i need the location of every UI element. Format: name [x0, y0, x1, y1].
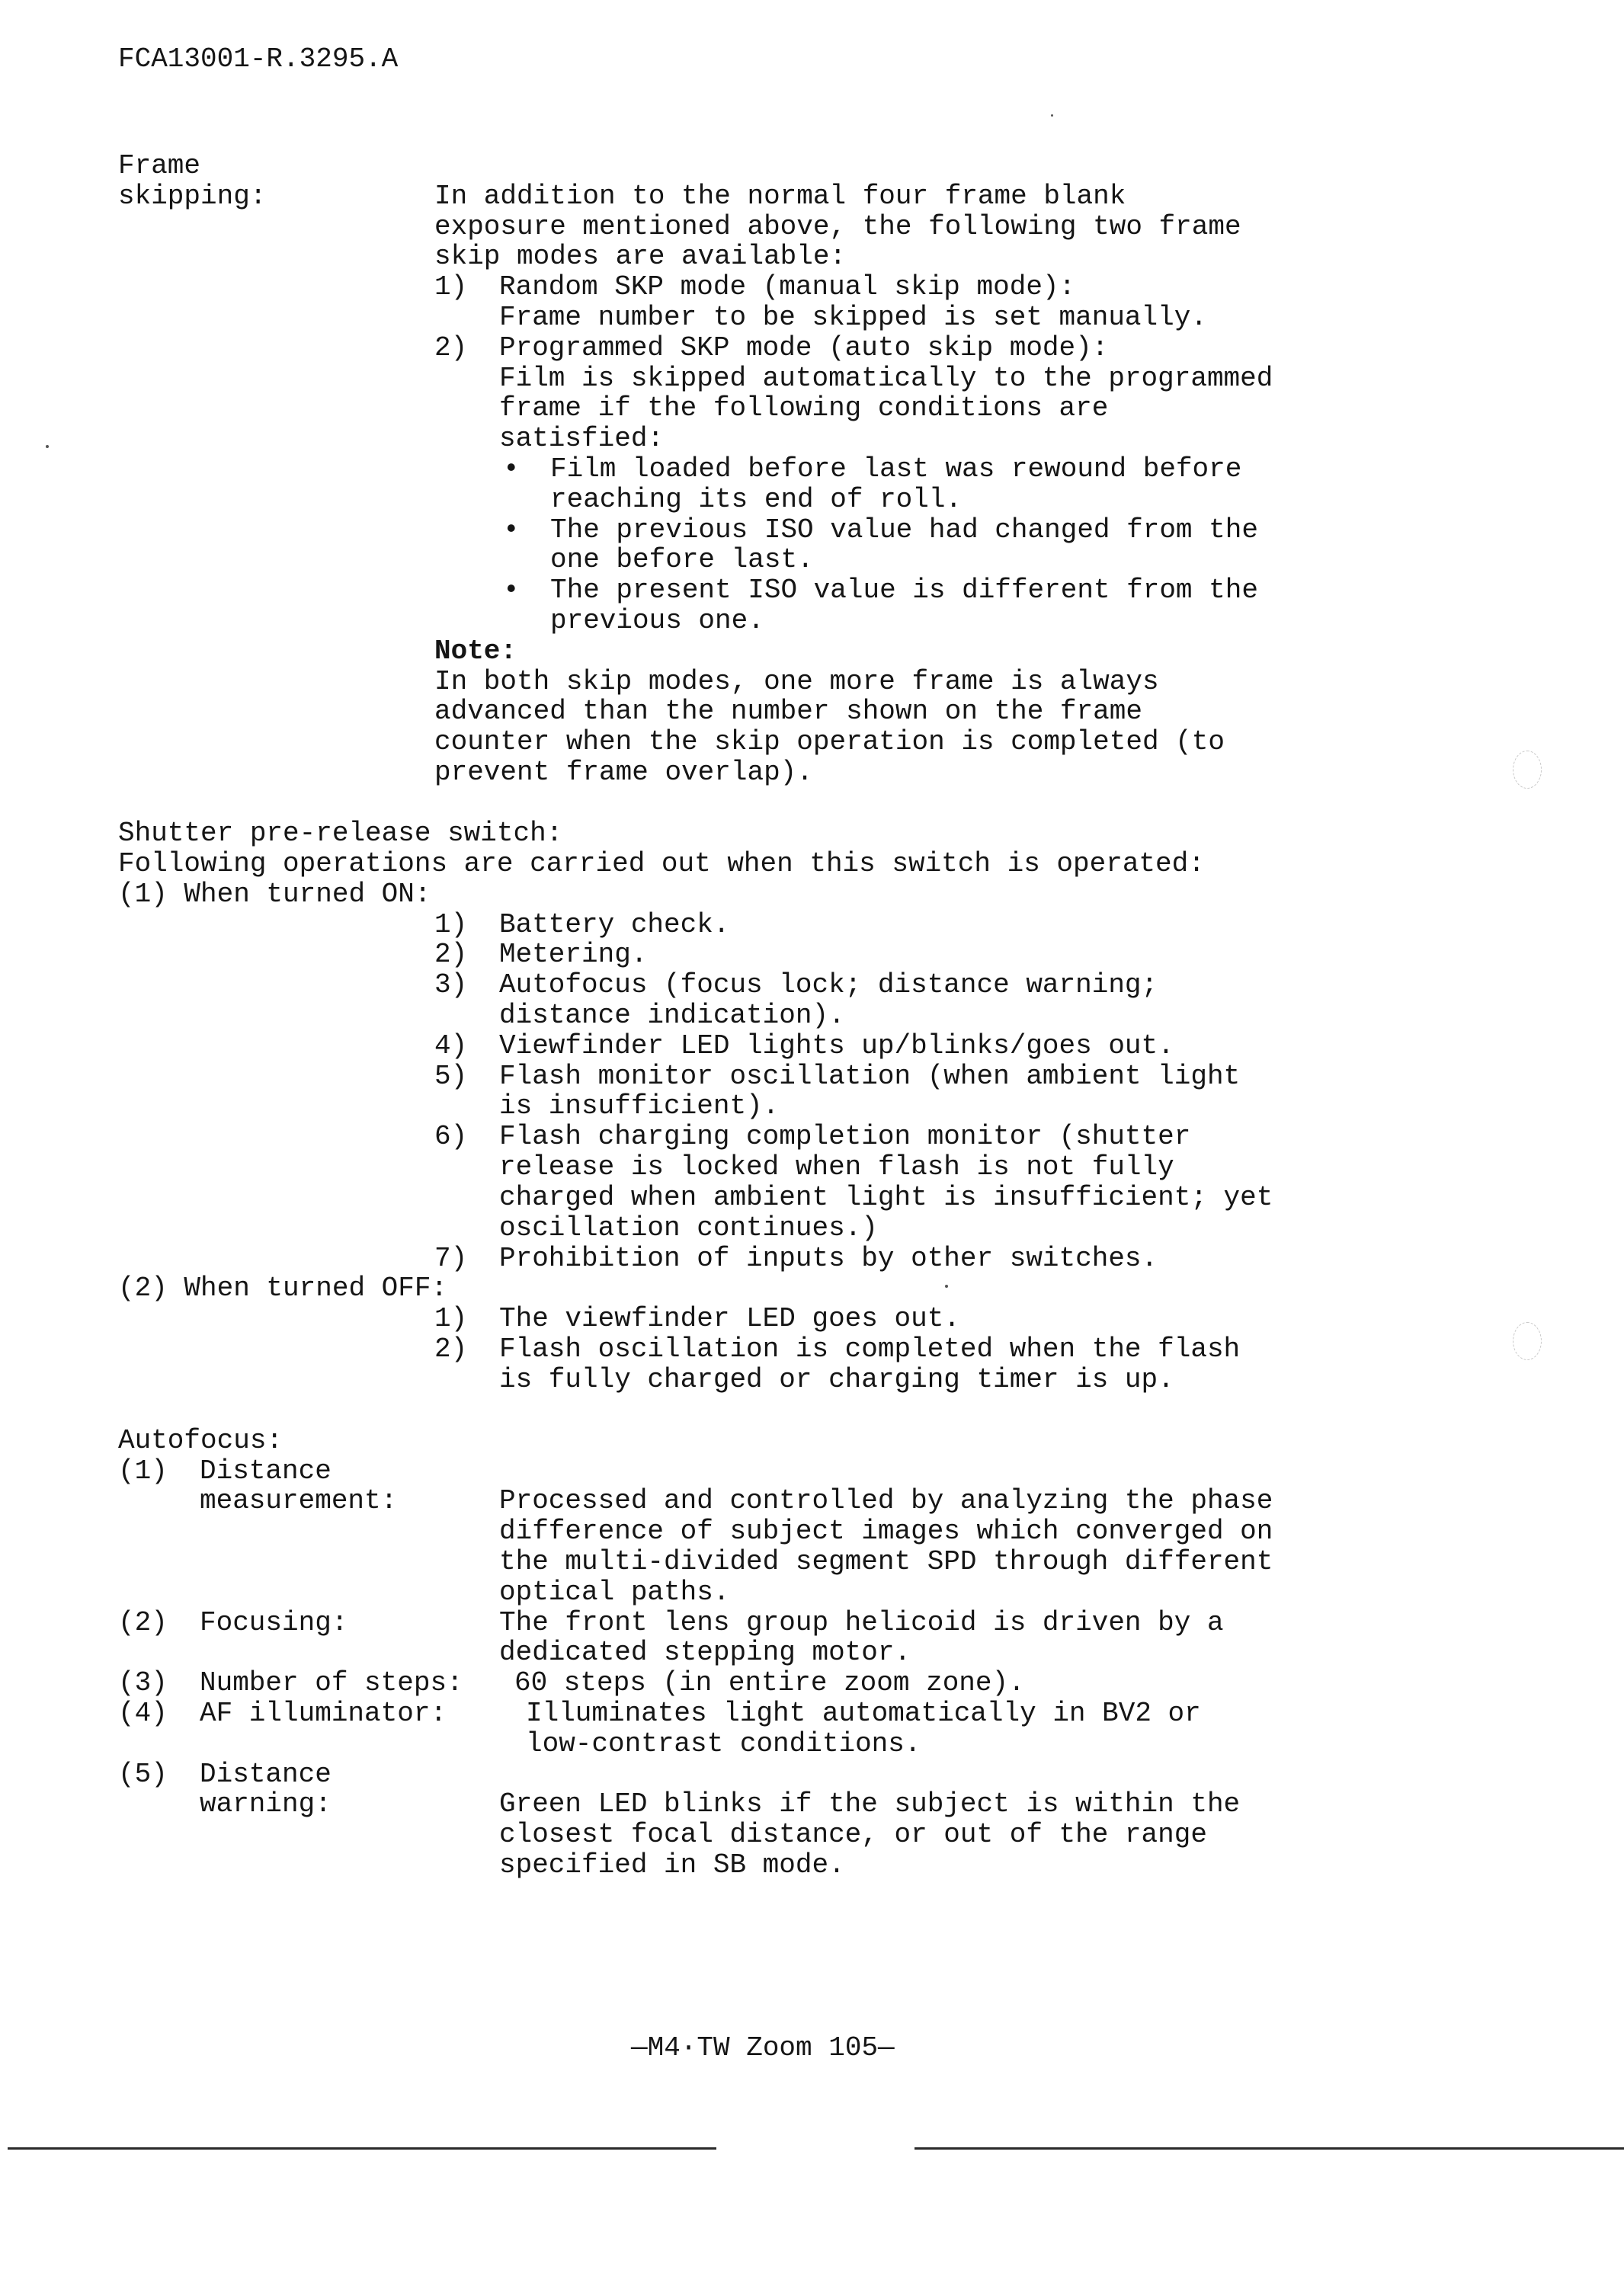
frame-skipping-label-line1: Frame: [118, 150, 201, 181]
spec-label: warning:: [200, 1788, 332, 1820]
spec-value-line: low-contrast conditions.: [526, 1728, 921, 1759]
note-line: counter when the skip operation is completed (to: [434, 726, 1225, 757]
frame-skipping-label-line2: skipping:: [118, 181, 267, 212]
frame-skipping-intro-line: skip modes are available:: [434, 241, 847, 272]
spec-number: (2): [118, 1607, 168, 1638]
skip-mode-description: frame if the following conditions are: [499, 392, 1109, 424]
spec-number: (1): [118, 1455, 168, 1487]
operation-line: Prohibition of inputs by other switches.: [499, 1243, 1158, 1274]
spec-number: (5): [118, 1759, 168, 1790]
condition-line: one before last.: [550, 544, 814, 575]
skip-mode-title: Programmed SKP mode (auto skip mode):: [499, 332, 1109, 363]
operation-line: Battery check.: [499, 909, 730, 940]
spec-value-line: the multi-divided segment SPD through different: [499, 1546, 1273, 1577]
spec-value-line: optical paths.: [499, 1577, 730, 1608]
spec-value-line: Illuminates light automatically in BV2 or: [526, 1698, 1201, 1729]
condition-line: previous one.: [550, 605, 764, 636]
skip-mode-description: Frame number to be skipped is set manually.: [499, 302, 1207, 333]
when-on-label: (1) When turned ON:: [118, 879, 431, 910]
note-label: Note:: [434, 636, 517, 667]
operation-line: Autofocus (focus lock; distance warning;: [499, 969, 1158, 1001]
operation-number: 4): [434, 1030, 468, 1061]
frame-skipping-intro-line: In addition to the normal four frame blank: [434, 181, 1126, 212]
when-off-label: (2) When turned OFF:: [118, 1273, 448, 1304]
condition-line: Film loaded before last was rewound before: [550, 453, 1242, 485]
scan-speck: [945, 1285, 948, 1288]
document-id: FCA13001-R.3295.A: [118, 43, 399, 75]
operation-number: 5): [434, 1061, 468, 1092]
operation-number: 7): [434, 1243, 468, 1274]
spec-label: Distance: [200, 1455, 332, 1487]
operation-line: charged when ambient light is insufficient; yet: [499, 1182, 1273, 1213]
operation-line: The viewfinder LED goes out.: [499, 1303, 960, 1334]
spec-number: (4): [118, 1698, 168, 1729]
spec-value-line: Processed and controlled by analyzing the phase: [499, 1485, 1273, 1516]
condition-line: The previous ISO value had changed from the: [550, 514, 1258, 546]
shutter-section-intro: Following operations are carried out when this switch is operated:: [118, 848, 1205, 879]
spec-label: Distance: [200, 1759, 332, 1790]
bottom-rule-left: [8, 2147, 716, 2150]
skip-mode-description: Film is skipped automatically to the programmed: [499, 363, 1273, 394]
bullet-icon: •: [503, 453, 520, 485]
spec-value-line: difference of subject images which converged on: [499, 1516, 1273, 1547]
operation-line: Flash oscillation is completed when the flash: [499, 1334, 1241, 1365]
operation-number: 1): [434, 909, 468, 940]
operation-line: distance indication).: [499, 1000, 845, 1031]
operation-line: Flash charging completion monitor (shutter: [499, 1121, 1191, 1152]
operation-line: oscillation continues.): [499, 1212, 878, 1244]
note-line: advanced than the number shown on the frame: [434, 696, 1142, 727]
operation-number: 2): [434, 939, 468, 970]
spec-label: measurement:: [200, 1485, 398, 1516]
operation-line: Viewfinder LED lights up/blinks/goes out.: [499, 1030, 1174, 1061]
bullet-icon: •: [503, 575, 520, 606]
spec-label: Number of steps:: [200, 1667, 463, 1698]
operation-line: is fully charged or charging timer is up.: [499, 1364, 1174, 1395]
skip-mode-number: 1): [434, 271, 468, 303]
frame-skipping-intro-line: exposure mentioned above, the following two frame: [434, 211, 1241, 242]
condition-line: The present ISO value is different from the: [550, 575, 1258, 606]
scan-speck: [46, 445, 49, 448]
operation-line: Flash monitor oscillation (when ambient light: [499, 1061, 1241, 1092]
note-line: prevent frame overlap).: [434, 757, 813, 788]
spec-value-line: specified in SB mode.: [499, 1849, 845, 1881]
skip-mode-number: 2): [434, 332, 468, 363]
skip-mode-description: satisfied:: [499, 423, 665, 454]
skip-mode-title: Random SKP mode (manual skip mode):: [499, 271, 1076, 303]
spec-value-line: Green LED blinks if the subject is within the: [499, 1788, 1241, 1820]
condition-line: reaching its end of roll.: [550, 484, 963, 515]
spec-label: AF illuminator:: [200, 1698, 447, 1729]
bottom-rule-right: [915, 2147, 1624, 2150]
punch-hole-shadow: [1513, 1322, 1542, 1360]
operation-number: 1): [434, 1303, 468, 1334]
operation-line: release is locked when flash is not fully: [499, 1151, 1174, 1183]
operation-line: is insufficient).: [499, 1090, 780, 1122]
operation-number: 2): [434, 1334, 468, 1365]
scan-speck: [1051, 114, 1053, 117]
page-footer: —M4·TW Zoom 105—: [631, 2032, 895, 2063]
autofocus-section-title: Autofocus:: [118, 1425, 283, 1456]
spec-value-line: The front lens group helicoid is driven by a: [499, 1607, 1224, 1638]
operation-number: 6): [434, 1121, 468, 1152]
spec-value-line: closest focal distance, or out of the range: [499, 1819, 1207, 1850]
spec-value-line: 60 steps (in entire zoom zone).: [514, 1667, 1025, 1698]
operation-line: Metering.: [499, 939, 648, 970]
spec-value-line: dedicated stepping motor.: [499, 1637, 911, 1668]
spec-number: (3): [118, 1667, 168, 1698]
operation-number: 3): [434, 969, 468, 1001]
shutter-section-title: Shutter pre-release switch:: [118, 818, 563, 849]
bullet-icon: •: [503, 514, 520, 546]
spec-label: Focusing:: [200, 1607, 348, 1638]
punch-hole-shadow: [1513, 751, 1542, 789]
note-line: In both skip modes, one more frame is always: [434, 666, 1159, 697]
